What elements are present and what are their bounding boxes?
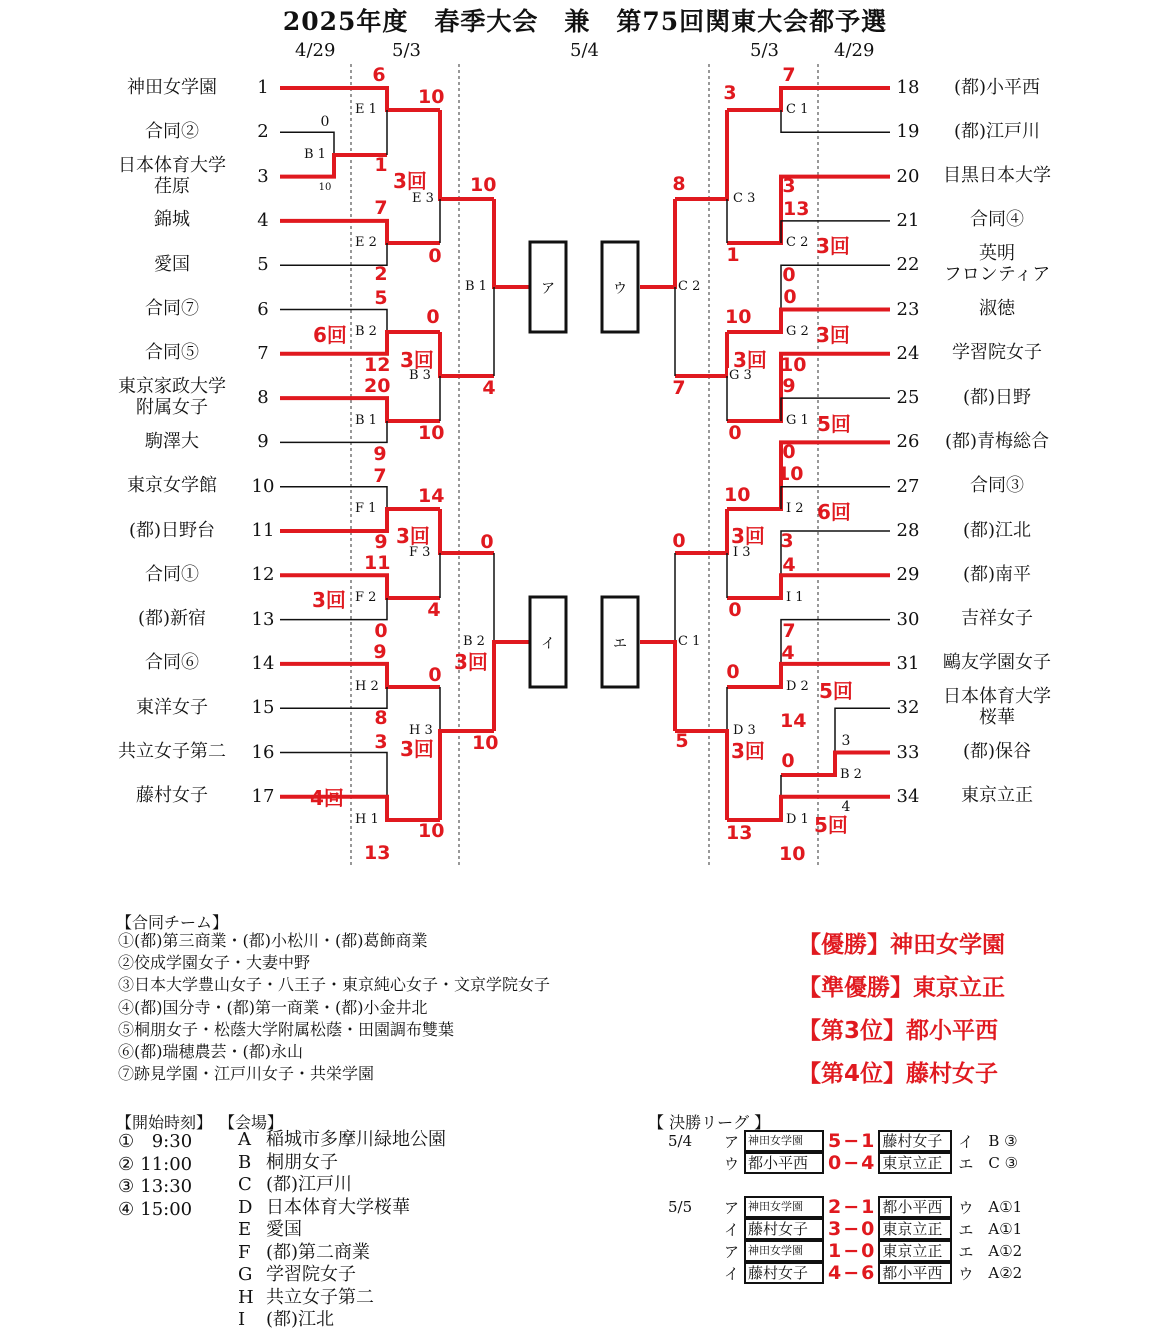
team-number-right: 31 xyxy=(896,652,920,674)
team-name-right: 淑徳 xyxy=(979,298,1015,319)
date-left-r1: 4/29 xyxy=(295,40,336,61)
match-score: 0 xyxy=(374,620,388,643)
match-label: H 3 xyxy=(409,723,433,738)
team-name-left: 合同② xyxy=(145,120,199,142)
team-name-right: (都)南平 xyxy=(962,563,1032,585)
start-time-row: ② 11:00 xyxy=(118,1153,193,1175)
team-number-right: 25 xyxy=(896,387,920,409)
match-score: 3 xyxy=(723,82,737,105)
match-label: H 2 xyxy=(355,679,379,694)
match-score: 4 xyxy=(781,642,795,665)
start-time-row: ③ 13:30 xyxy=(118,1176,193,1197)
innings-note: 3回 xyxy=(393,169,427,193)
team-number-right: 28 xyxy=(896,520,920,541)
match-score: 13 xyxy=(726,822,753,845)
start-time-row: ① 9:30 xyxy=(118,1131,193,1152)
joint-team-4: ④(都)国分寺・(都)第一商業・(都)小金井北 xyxy=(118,997,428,1017)
final-league-row: イ 藤村女子 3 − 0 東京立正 エ A①1 xyxy=(724,1218,1023,1240)
match-score: 10 xyxy=(418,422,445,445)
team-name-left: 東京家政大学 附属女子 xyxy=(118,376,226,419)
match-score: 10 xyxy=(724,484,751,507)
match-score: 9 xyxy=(373,443,387,466)
match-label: B 1 xyxy=(355,413,377,428)
match-score: 10 xyxy=(470,174,497,197)
match-score: 12 xyxy=(364,354,391,377)
match-score: 2 xyxy=(374,263,388,286)
match-score: 7 xyxy=(672,377,686,400)
team-number-right: 19 xyxy=(896,121,920,143)
innings-note: 3回 xyxy=(816,234,850,258)
bracket-line xyxy=(675,332,727,376)
team-number-right: 20 xyxy=(896,165,920,187)
team-name-right: 東京立正 xyxy=(961,785,1033,807)
match-score: 13 xyxy=(364,842,391,865)
innings-note: 3回 xyxy=(400,737,434,761)
match-score: 8 xyxy=(374,707,388,730)
team-number-left: 13 xyxy=(251,608,275,630)
result-fourth: 【第4位】藤村女子 xyxy=(798,1061,999,1087)
venue-row: A 稲城市多摩川緑地公園 xyxy=(238,1129,446,1150)
match-label: D 1 xyxy=(786,812,809,827)
final-league-title: 【 決勝リーグ 】 xyxy=(648,1113,771,1132)
match-label: G 1 xyxy=(786,413,809,428)
team-number-right: 27 xyxy=(896,475,920,497)
team-number-right: 23 xyxy=(896,298,920,320)
match-score: 3 xyxy=(782,175,796,198)
team-number-right: 21 xyxy=(896,209,920,231)
match-score: 8 xyxy=(672,173,686,196)
bracket-line xyxy=(494,642,530,731)
match-score: 0 xyxy=(783,286,797,309)
team-name-left: 合同⑦ xyxy=(145,298,199,319)
match-score: 1 xyxy=(726,244,740,267)
team-name-right: (都)青梅総合 xyxy=(944,430,1050,452)
innings-note: 5回 xyxy=(819,679,853,703)
innings-note: 3回 xyxy=(731,524,765,548)
bracket-line xyxy=(727,575,890,598)
match-score: 3 xyxy=(841,733,851,750)
match-label: G 2 xyxy=(786,324,809,339)
match-label: B 1 xyxy=(304,147,326,162)
team-name-left: (都)日野台 xyxy=(128,519,216,541)
match-score: 0 xyxy=(672,530,686,553)
match-score: 9 xyxy=(782,375,796,398)
team-name-left: 合同① xyxy=(145,563,199,585)
team-number-left: 9 xyxy=(257,431,269,453)
match-score: 10 xyxy=(779,843,806,866)
team-name-left: 東京女学館 xyxy=(127,475,217,497)
match-label: C 1 xyxy=(786,102,809,117)
team-name-left: 合同⑤ xyxy=(145,342,199,364)
match-score: 0 xyxy=(480,531,494,554)
team-name-right: (都)小平西 xyxy=(953,76,1041,98)
team-name-right: 鷗友学園女子 xyxy=(943,652,1051,674)
match-label: B 1 xyxy=(465,279,487,294)
team-name-left: 駒澤大 xyxy=(145,430,199,452)
match-score: 0 xyxy=(782,264,796,287)
match-score: 3 xyxy=(374,731,388,754)
team-name-right: 合同④ xyxy=(970,209,1024,231)
final-league-table xyxy=(668,1130,1048,1284)
match-score: 13 xyxy=(783,198,810,221)
innings-note: 3回 xyxy=(731,739,765,763)
match-score: 14 xyxy=(418,485,445,508)
innings-note: 3回 xyxy=(733,348,767,372)
match-label: F 2 xyxy=(355,590,377,605)
team-number-left: 12 xyxy=(251,564,275,586)
joint-team-2: ②佼成学園女子・大妻中野 xyxy=(118,953,311,973)
match-score: 7 xyxy=(373,465,387,488)
match-label: E 2 xyxy=(355,235,377,250)
team-number-left: 8 xyxy=(257,387,269,409)
final-league-row: 5/5 ア 神田女学園 2 − 1 都小平西 ウ A①1 xyxy=(668,1196,1023,1218)
match-label: I 1 xyxy=(786,590,804,605)
team-number-right: 24 xyxy=(896,342,920,364)
match-label: I 3 xyxy=(733,545,751,560)
match-label: C 2 xyxy=(786,235,809,250)
final-league-row: イ 藤村女子 4 − 6 都小平西 ウ A②2 xyxy=(724,1262,1023,1284)
match-label: H 1 xyxy=(355,812,379,827)
final-box-label: ウ xyxy=(613,281,627,297)
venue-row: I (都)江北 xyxy=(238,1309,335,1330)
match-score: 1 xyxy=(374,154,388,177)
match-label: D 3 xyxy=(733,723,756,738)
match-score: 0 xyxy=(781,750,795,773)
team-number-right: 29 xyxy=(896,564,920,586)
match-score: 7 xyxy=(782,620,796,643)
venue-row: D 日本体育大学桜華 xyxy=(238,1196,410,1218)
joint-team-7: ⑦跡見学園・江戸川女子・共栄学園 xyxy=(118,1064,375,1084)
match-score: 10 xyxy=(472,732,499,755)
match-label: C 3 xyxy=(733,191,756,206)
start-times-title: 【開始時刻】 xyxy=(116,1113,213,1132)
date-left-r2: 5/3 xyxy=(392,40,421,61)
final-box-label: イ xyxy=(541,636,555,652)
final-league-row: 5/4 ア 神田女学園 5 − 1 藤村女子 イ B ③ xyxy=(668,1130,1018,1152)
bracket-line xyxy=(640,199,675,287)
match-label: G 3 xyxy=(729,368,752,383)
final-box-label: ア xyxy=(541,281,555,297)
match-label: B 3 xyxy=(409,368,431,383)
team-number-left: 17 xyxy=(251,785,275,807)
team-number-right: 32 xyxy=(896,697,920,719)
team-number-right: 22 xyxy=(896,254,920,276)
match-score: 0 xyxy=(726,661,740,684)
match-score: 10 xyxy=(780,354,807,377)
team-number-right: 33 xyxy=(896,741,920,763)
date-right-r2: 5/3 xyxy=(750,40,779,61)
team-number-right: 18 xyxy=(896,77,920,98)
team-number-right: 26 xyxy=(896,431,920,453)
innings-note: 6回 xyxy=(817,500,851,524)
result-third: 【第3位】都小平西 xyxy=(798,1018,999,1044)
team-number-left: 6 xyxy=(257,298,269,320)
team-name-right: (都)保谷 xyxy=(962,741,1032,762)
match-score: 5 xyxy=(675,730,689,753)
innings-note: 6回 xyxy=(313,323,347,347)
team-number-left: 5 xyxy=(257,254,269,276)
team-name-left: 愛国 xyxy=(154,253,190,275)
team-name-left: 東洋女子 xyxy=(136,696,208,718)
match-label: E 3 xyxy=(412,191,434,206)
team-number-left: 3 xyxy=(257,165,269,187)
venue-row: H 共立女子第二 xyxy=(238,1286,374,1308)
match-label: B 2 xyxy=(355,324,377,339)
team-number-left: 15 xyxy=(251,697,275,719)
venue-row: G 学習院女子 xyxy=(238,1264,356,1285)
match-score: 0 xyxy=(782,441,796,464)
match-label: I 2 xyxy=(786,501,804,516)
match-label: F 3 xyxy=(409,545,431,560)
team-number-left: 7 xyxy=(257,342,269,364)
team-number-right: 30 xyxy=(896,608,920,630)
team-number-left: 2 xyxy=(257,121,269,143)
match-score: 4 xyxy=(427,599,441,622)
match-score: 4 xyxy=(782,554,796,577)
match-score: 0 xyxy=(428,664,442,687)
match-score: 6 xyxy=(372,64,386,87)
match-label: D 2 xyxy=(786,679,809,694)
joint-team-6: ⑥(都)瑞穂農芸・(都)永山 xyxy=(118,1042,303,1062)
match-label: E 1 xyxy=(355,102,377,117)
final-league-row: ウ 都小平西 0 − 4 東京立正 エ C ③ xyxy=(724,1152,1019,1174)
innings-note: 3回 xyxy=(400,348,434,372)
match-score: 0 xyxy=(728,422,742,445)
team-name-right: (都)江戸川 xyxy=(953,120,1041,142)
bracket-line xyxy=(727,442,890,509)
match-score: 4 xyxy=(482,377,496,400)
venue-row: C (都)江戸川 xyxy=(238,1174,353,1195)
innings-note: 5回 xyxy=(814,813,848,837)
match-score: 10 xyxy=(418,86,445,109)
page-title: 2025年度 春季大会 兼 第75回関東大会都予選 xyxy=(282,7,888,36)
start-time-row: ④ 15:00 xyxy=(118,1198,193,1220)
team-number-left: 1 xyxy=(257,77,269,98)
match-score: 4 xyxy=(841,799,851,816)
team-name-right: (都)江北 xyxy=(962,519,1032,541)
match-score: 10 xyxy=(418,820,445,843)
match-label: C 2 xyxy=(678,279,701,294)
team-name-right: 合同③ xyxy=(970,475,1024,497)
final-league-row: ア 神田女学園 1 − 0 東京立正 エ A①2 xyxy=(724,1240,1023,1262)
joint-teams-title: 【合同チーム】 xyxy=(116,913,229,932)
team-number-left: 4 xyxy=(257,209,269,231)
match-score: 10 xyxy=(725,306,752,329)
venue-row: B 桐朋女子 xyxy=(238,1151,338,1173)
venues-list xyxy=(238,1129,446,1332)
innings-note: 4回 xyxy=(310,786,344,810)
match-label: B 2 xyxy=(840,767,862,782)
match-score: 9 xyxy=(374,531,388,554)
team-name-left: 神田女学園 xyxy=(127,76,217,98)
team-name-right: 学習院女子 xyxy=(952,342,1042,364)
match-score: 0 xyxy=(426,306,440,329)
team-name-left: 日本体育大学 荏原 xyxy=(118,154,226,197)
joint-team-3: ③日本大学豊山女子・八王子・東京純心女子・文京学院女子 xyxy=(118,975,551,995)
match-score: 5 xyxy=(374,287,388,310)
team-number-right: 34 xyxy=(896,785,920,807)
match-score: 0 xyxy=(428,245,442,268)
bracket-line xyxy=(494,199,530,287)
bracket-line xyxy=(640,642,675,731)
team-name-right: 日本体育大学 桜華 xyxy=(943,686,1051,729)
match-score: 7 xyxy=(374,197,388,220)
team-name-right: 英明 フロンティア xyxy=(943,243,1051,286)
match-score: 9 xyxy=(373,641,387,664)
team-number-left: 14 xyxy=(251,652,275,674)
joint-teams-list xyxy=(118,930,550,1085)
venues-title: 【会場】 xyxy=(219,1113,284,1132)
innings-note: 3回 xyxy=(454,650,488,674)
team-name-right: 目黒日本大学 xyxy=(943,165,1051,187)
match-score: 7 xyxy=(782,64,796,87)
innings-note: 3回 xyxy=(312,588,346,612)
match-label: F 1 xyxy=(355,501,377,516)
innings-note: 5回 xyxy=(817,412,851,436)
match-score: 10 xyxy=(777,463,804,486)
venue-row: F (都)第二商業 xyxy=(238,1241,371,1263)
match-score: 0 xyxy=(728,599,742,622)
venue-row: E 愛国 xyxy=(238,1219,302,1240)
team-name-right: (都)日野 xyxy=(962,386,1032,408)
team-name-right: 吉祥女子 xyxy=(961,608,1033,630)
match-score: 0 xyxy=(320,114,330,131)
team-number-left: 11 xyxy=(251,520,275,541)
match-score: 10 xyxy=(318,181,332,193)
team-name-left: 藤村女子 xyxy=(136,785,208,807)
joint-team-5: ⑤桐朋女子・松蔭大学附属松蔭・田園調布雙葉 xyxy=(118,1019,455,1039)
result-champion: 【優勝】神田女学園 xyxy=(798,932,1005,958)
team-name-left: (都)新宿 xyxy=(137,608,207,630)
match-label: B 2 xyxy=(463,634,485,649)
result-runner-up: 【準優勝】東京立正 xyxy=(798,975,1005,1001)
match-score: 20 xyxy=(364,375,391,398)
date-right-r1: 4/29 xyxy=(834,40,875,61)
date-center: 5/4 xyxy=(570,40,599,61)
bracket-line xyxy=(440,332,494,376)
team-name-left: 合同⑥ xyxy=(145,652,199,674)
match-score: 11 xyxy=(364,552,391,575)
innings-note: 3回 xyxy=(396,524,430,548)
team-number-left: 10 xyxy=(251,475,275,497)
match-label: C 1 xyxy=(678,634,701,649)
team-number-left: 16 xyxy=(251,741,275,763)
final-box-label: エ xyxy=(613,636,627,652)
match-score: 14 xyxy=(780,710,807,733)
team-name-left: 共立女子第二 xyxy=(118,741,226,762)
team-name-left: 錦城 xyxy=(154,209,190,231)
start-times-list xyxy=(118,1131,192,1221)
joint-team-1: ①(都)第三商業・(都)小松川・(都)葛飾商業 xyxy=(118,931,428,950)
innings-note: 3回 xyxy=(816,323,850,347)
match-score: 3 xyxy=(780,530,794,553)
